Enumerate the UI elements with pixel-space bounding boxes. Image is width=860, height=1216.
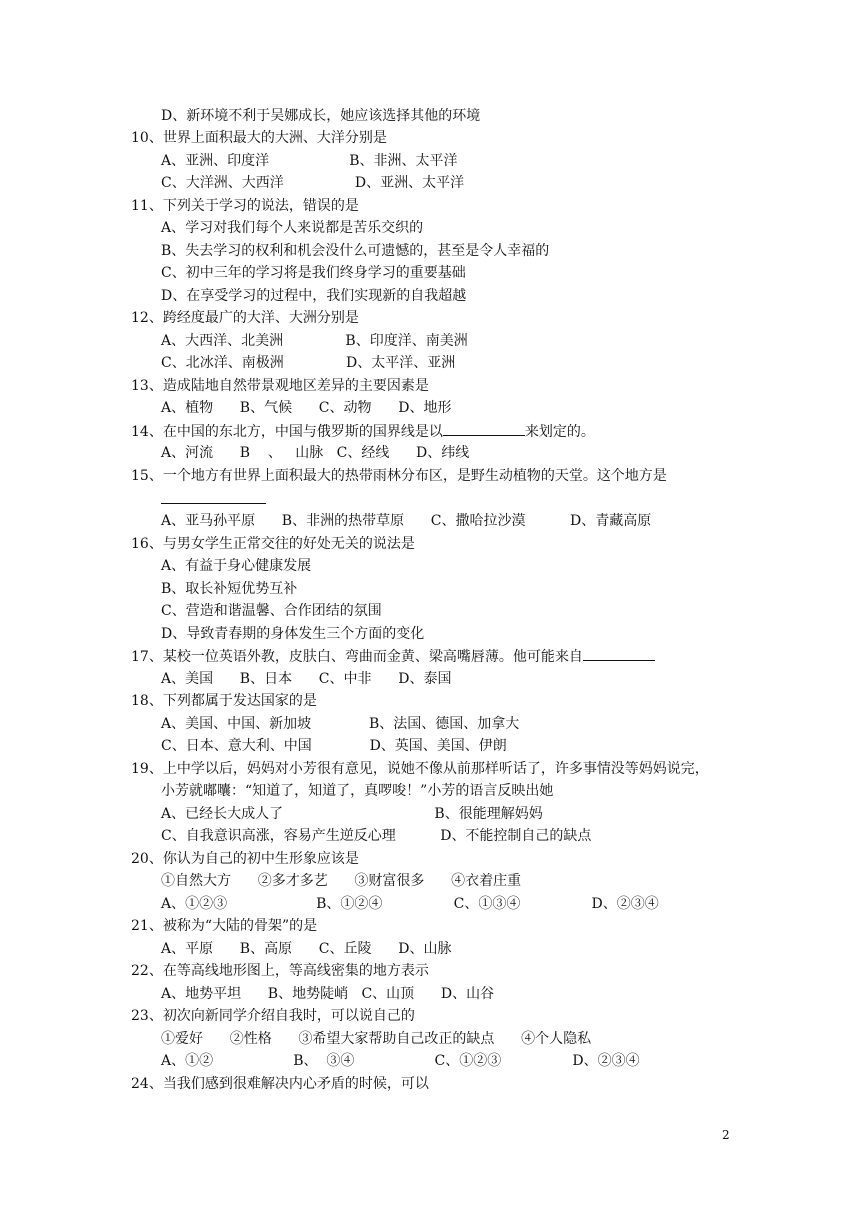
q9-option-d: D、新环境不利于吴娜成长，她应该选择其他的环境 <box>161 108 481 124</box>
question-15: 15、一个地方有世界上面积最大的热带雨林分布区，是野生动植物的天堂。这个地方是 <box>131 468 667 484</box>
q18-options-cd: C、日本、意大利、中国 D、英国、美国、伊朗 <box>161 738 507 754</box>
q21-options: A、平原 B、高原 C、丘陵 D、山脉 <box>161 941 452 957</box>
q11-option-d: D、在享受学习的过程中，我们实现新的自我超越 <box>161 288 467 304</box>
question-20: 20、你认为自己的初中生形象应该是 <box>131 851 359 867</box>
q11-option-a: A、学习对我们每个人来说都是苦乐交织的 <box>161 220 424 236</box>
q10-options-ab: A、亚洲、印度洋 B、非洲、太平洋 <box>161 153 458 169</box>
answer-blank <box>583 646 655 661</box>
question-21: 21、被称为“大陆的骨架”的是 <box>131 918 318 934</box>
q10-options-cd: C、大洋洲、大西洋 D、亚洲、太平洋 <box>161 175 465 191</box>
q11-option-b: B、失去学习的权利和机会没什么可遗憾的，甚至是令人幸福的 <box>161 243 550 259</box>
q20-items: ①自然大方 ②多才多艺 ③财富很多 ④衣着庄重 <box>161 873 522 889</box>
q23-options: A、①② B、 ③④ C、①②③ D、②③④ <box>161 1053 640 1069</box>
question-19: 19、上中学以后，妈妈对小芳很有意见，说她不像从前那样听话了，许多事情没等妈妈说完， <box>131 761 709 777</box>
q12-options-ab: A、大西洋、北美洲 B、印度洋、南美洲 <box>161 333 468 349</box>
q20-options: A、①②③ B、①②④ C、①③④ D、②③④ <box>161 896 659 912</box>
q11-option-c: C、初中三年的学习将是我们终身学习的重要基础 <box>161 265 466 281</box>
q19-options-ab: A、已经长大成人了 B、很能理解妈妈 <box>161 806 543 822</box>
question-12: 12、跨经度最广的大洋、大洲分别是 <box>131 310 359 326</box>
answer-blank <box>443 421 525 436</box>
q13-options: A、植物 B、气候 C、动物 D、地形 <box>161 400 452 416</box>
question-14 <box>131 421 595 442</box>
q18-options-ab: A、美国、中国、新加坡 B、法国、德国、加拿大 <box>161 716 520 732</box>
q22-options: A、地势平坦 B、地势陡峭 C、山顶 D、山谷 <box>161 986 495 1002</box>
q16-option-a: A、有益于身心健康发展 <box>161 558 312 574</box>
q19-stem-cont: 小芳就嘟囔：“知道了，知道了，真啰唆！”小芳的语言反映出她 <box>161 783 554 799</box>
question-10: 10、世界上面积最大的大洲、大洋分别是 <box>131 130 387 146</box>
q14-stem: 14、在中国的东北方，中国与俄罗斯的国界线是以 <box>131 424 443 440</box>
q16-option-d: D、导致青春期的身体发生三个方面的变化 <box>161 626 425 642</box>
q12-options-cd: C、北冰洋、南极洲 D、太平洋、亚洲 <box>161 355 456 371</box>
question-18: 18、下列都属于发达国家的是 <box>131 693 317 709</box>
q16-option-b: B、取长补短优势互补 <box>161 581 298 597</box>
q17-stem: 17、某校一位英语外教，皮肤白、弯曲而金黄、梁高嘴唇薄。他可能来自 <box>131 649 583 665</box>
question-17 <box>131 646 655 667</box>
question-11: 11、下列关于学习的说法，错误的是 <box>131 198 359 214</box>
question-16: 16、与男女学生正常交往的好处无关的说法是 <box>131 536 415 552</box>
answer-blank <box>161 489 266 504</box>
q17-options: A、美国 B、日本 C、中非 D、泰国 <box>161 671 452 687</box>
question-22: 22、在等高线地形图上，等高线密集的地方表示 <box>131 963 429 979</box>
q16-option-c: C、营造和谐温馨、合作团结的氛围 <box>161 603 382 619</box>
q15-answer-blank <box>161 489 266 510</box>
q19-options-cd: C、自我意识高涨，容易产生逆反心理 D、不能控制自己的缺点 <box>161 828 592 844</box>
q23-items: ①爱好 ②性格 ③希望大家帮助自己改正的缺点 ④个人隐私 <box>161 1031 592 1047</box>
page-number: 2 <box>722 1128 730 1142</box>
q14-options: A、河流 B 、 山脉 C、经线 D、纬线 <box>161 445 470 461</box>
question-23: 23、初次向新同学介绍自我时，可以说自己的 <box>131 1008 415 1024</box>
question-24: 24、当我们感到很难解决内心矛盾的时候，可以 <box>131 1076 429 1092</box>
q15-options: A、亚马孙平原 B、非洲的热带草原 C、撒哈拉沙漠 D、青藏高原 <box>161 513 652 529</box>
question-13: 13、造成陆地自然带景观地区差异的主要因素是 <box>131 378 429 394</box>
q14-stem-end: 来划定的。 <box>524 424 595 440</box>
